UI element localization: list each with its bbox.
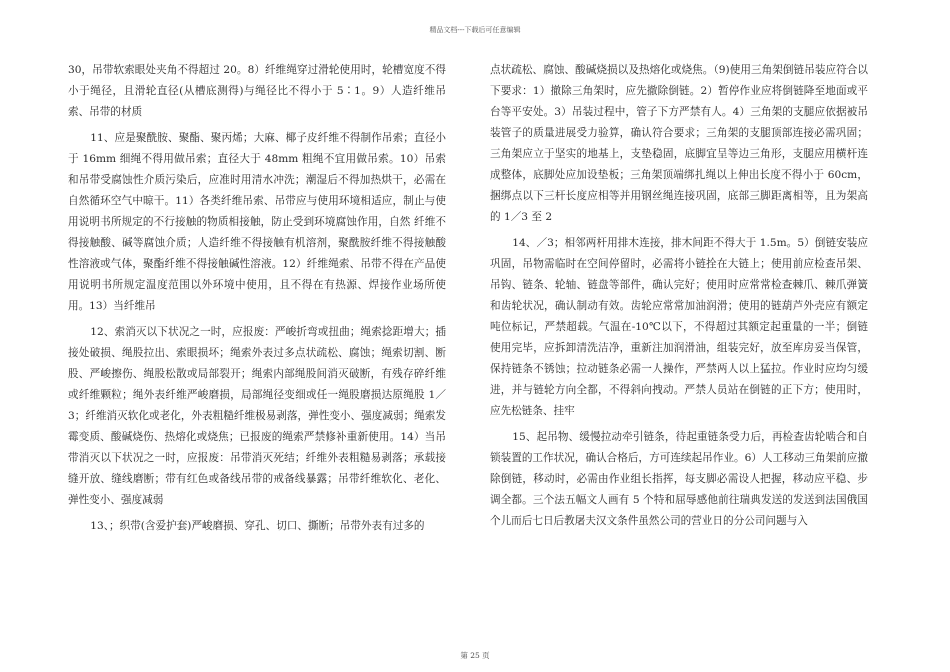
paragraph: 11、应是聚酰胺、聚酯、聚丙烯；大麻、椰子皮纤维不得制作吊索；直径小于 16mm 细绳不得用做吊索；直径大于 48mm 粗绳不宜用做吊索。10）吊索和吊带受腐蚀性介质污染后，应准时用清水冲洗；潮湿后不得加热烘干，必需在自然循环空气中晾干。11）各类纤维吊索、吊带应与使用环境相适应，制止与使用说明书所规定的不行接触的物质相接触，防止受到环境腐蚀作用，自然 纤维不得接触酸、碱等腐蚀介质；人造纤维不得接触有机溶剂，聚酰胺纤维不得接触酸性溶液或气体，聚酯纤维不得接触碱性溶液。12）纤维绳索、吊带不得在产品使用说明书所规定温度范围以外环境中使用，且不得在有热源、焊接作业场所使用。13）当纤维吊	[68, 132, 446, 312]
page-header: 精品文档---下载后可任意编辑	[429, 26, 521, 34]
paragraph: 12、索消灭以下状况之一时，应报废：严峻折弯或扭曲；绳索捻距增大；插接处破损、绳股拉出、索眼损坏；绳索外表过多点状疏松、腐蚀；绳索切割、断股、严峻擦伤、绳股松散或局部裂开；绳索内部绳股间消灭破断，有残存碎纤维或纤维颗粒；绳外表纤维严峻磨损，局部绳径变细或任一绳股磨损达原绳股 1／3；纤维消灭软化或老化，外表粗糙纤维极易剥落，弹性变小、强度减弱；绳索发霉变质、酸碱烧伤、热熔化或烧焦；已报废的绳索严禁修补重新使用。14）当吊带消灭以下状况之一时，应报废：吊带消灭死结；纤维外表粗糙易剥落；承载接缝开放、缝线磨断；带有红色或备线吊带的戒备线暴露；吊带纤维软化、老化、弹性变小、强度减弱	[68, 326, 446, 506]
right-text-column	[490, 60, 868, 537]
page-number: 第 25 页	[460, 651, 490, 660]
paragraph: 30，吊带软索眼处夹角不得超过 20。8）纤维绳穿过滑轮使用时，轮槽宽度不得小于绳径，且滑轮直径(从槽底测得)与绳径比不得小于 5∶1。9）人造纤维吊索、吊带的材质	[68, 64, 446, 118]
paragraph: 14、／3；相邻两杆用排木连接，排木间距不得大于 1.5m。5）倒链安装应巩固，吊物需临时在空间停留时，必需将小链拴在大链上；使用前应检查吊架、吊钩、链条、轮轴、链盘等部件，确认完好；使用时应常常检查棘爪、棘爪弹簧和齿轮状况，确认制动有效。齿轮应常常加油润滑；使用的链葫芦外壳应有额定吨位标记，严禁超载。气温在-10℃以下，不得超过其额定起重量的一半；倒链使用完毕，应拆卸清洗洁净，重新注加润滑油，组装完好，放至库房妥当保管，保持链条不锈蚀；拉动链条必需一人操作，严禁两人以上猛拉。作业时应均匀缓进，并与链轮方向全都，不得斜向拽动。严禁人员站在倒链的正下方；使用时，应先松链条、挂牢	[490, 237, 868, 417]
paragraph: 13、；织带(含爱护套)严峻磨损、穿孔、切口、撕断；吊带外表有过多的	[90, 520, 425, 532]
left-text-column	[68, 60, 446, 542]
paragraph: 15、起吊物、缓慢拉动牵引链条，待起重链条受力后，再检查齿轮啮合和自锁装置的工作状况，确认合格后，方可连续起吊作业。6）人工移动三角架前应撤除倒链，移动时，必需由作业组长指挥，每支脚必需设人把握，移动应平稳、步调全都。三个法五幅文人画有 5 个特和屈辱感他前往瑞典发送的发送到法国俄国个儿而后七日后教屠夫汉文条件虽然公司的营业日的分公司问题与入	[490, 431, 868, 527]
paragraph: 点状疏松、腐蚀、酸碱烧损以及热熔化或烧焦。（9)使用三角架倒链吊装应符合以下要求：1）撤除三角架时，应先撤除倒链。2）暂停作业应将倒链降至地面或平台等平安处。3）吊装过程中，管子下方严禁有人。4）三角架的支腿应依据被吊装管子的质量进展受力验算，确认符合要求；三角架的支腿顶部连接必需巩固；三角架应立于坚实的地基上，支垫稳固，底脚宜呈等边三角形，支腿应用横杆连成整体，底脚处应加设垫板；三角架顶端绑扎绳以上伸出长度不得小于 60cm，捆绑点以下三杆长度应相等并用钢丝绳连接巩固，底部三脚距离相等，且为架高的 1／3 至 2	[490, 64, 868, 223]
